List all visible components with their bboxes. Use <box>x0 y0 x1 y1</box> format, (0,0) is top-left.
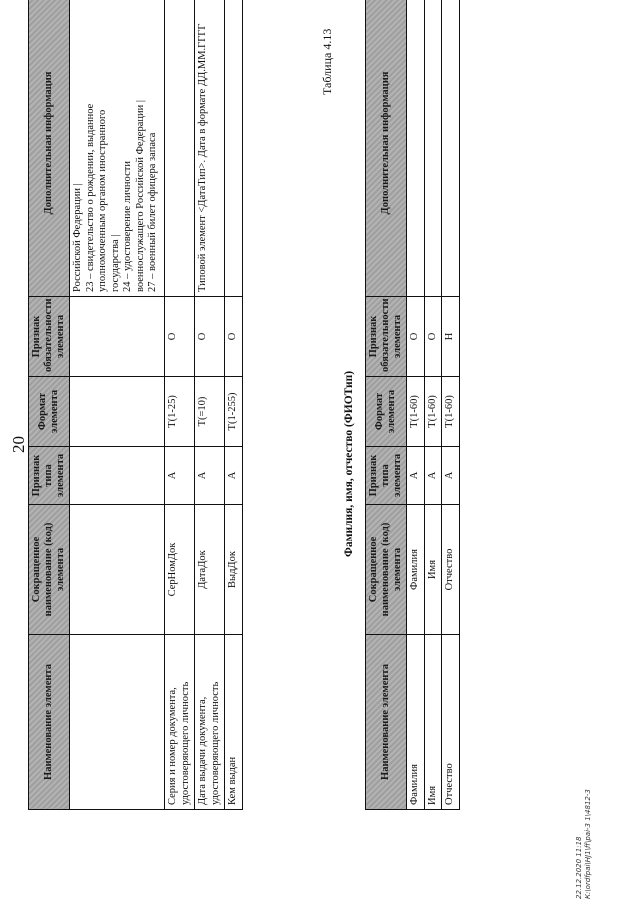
cell-code: СерНомДок <box>165 505 195 635</box>
cell-code: ДатаДок <box>195 505 225 635</box>
table-row <box>195 0 225 810</box>
table-row <box>407 0 425 810</box>
header-format: Формат элемента <box>366 377 407 447</box>
cell-code: Отчество <box>442 505 460 635</box>
cell-required: О <box>225 297 243 377</box>
footer-stamp <box>575 789 593 899</box>
header-name: Наименование элемента <box>29 635 70 810</box>
info-line: 23 – свидетельство о рождении, выданное <box>84 103 96 292</box>
cell-info <box>165 0 195 297</box>
cell-type: А <box>407 447 425 505</box>
header-code: Сокращенное наименование (код) элемента <box>29 505 70 635</box>
cell-format: Т(1-255) <box>225 377 243 447</box>
header-format: Формат элемента <box>29 377 70 447</box>
cell-format: Т(1-60) <box>424 377 442 447</box>
cell-info: Типовой элемент <ДатаТип>. Дата в формате ДД.ММ.ГГГГ <box>195 0 225 297</box>
info-line: 27 – военный билет офицера запаса <box>147 132 158 292</box>
table-row-continuation <box>70 0 165 810</box>
cell-continuation-info <box>70 0 165 297</box>
cell-required: О <box>407 297 425 377</box>
header-required: Признак обязательности элемента <box>29 297 70 377</box>
table-fio <box>365 0 460 810</box>
header-type: Признак типа элемента <box>29 447 70 505</box>
cell-type: А <box>165 447 195 505</box>
header-info: Дополнительная информация <box>366 0 407 297</box>
cell-type: А <box>442 447 460 505</box>
cell-name: Кем выдан <box>225 635 243 810</box>
cell-format: Т(1-25) <box>165 377 195 447</box>
cell-info <box>407 0 425 297</box>
footer-line: 22.12.2020 11:18 <box>575 836 583 899</box>
cell-name: Отчество <box>442 635 460 810</box>
page-number: 20 <box>9 436 28 453</box>
cell-type: А <box>424 447 442 505</box>
table-header-row <box>366 0 407 810</box>
cell-empty <box>70 377 165 447</box>
cell-format: Т(1-60) <box>407 377 425 447</box>
cell-name: Имя <box>424 635 442 810</box>
info-line: военнослужащего Российской Федерации | <box>134 100 146 292</box>
table-title: Фамилия, имя, отчество (ФИОТип) <box>343 370 355 557</box>
cell-code: ВыдДок <box>225 505 243 635</box>
cell-type: А <box>225 447 243 505</box>
cell-info <box>442 0 460 297</box>
cell-info <box>424 0 442 297</box>
cell-required: О <box>424 297 442 377</box>
header-info: Дополнительная информация <box>29 0 70 297</box>
cell-info <box>225 0 243 297</box>
cell-empty <box>70 505 165 635</box>
table-row <box>424 0 442 810</box>
cell-name: Дата выдачи документа, удостоверяющего личность <box>195 635 225 810</box>
cell-required: О <box>195 297 225 377</box>
table-row <box>225 0 243 810</box>
header-required: Признак обязательности элемента <box>366 297 407 377</box>
cell-name: Фамилия <box>407 635 425 810</box>
header-code: Сокращенное наименование (код) элемента <box>366 505 407 635</box>
cell-name: Серия и номер документа, удостоверяющего личность <box>165 635 195 810</box>
cell-required: Н <box>442 297 460 377</box>
table-header-row <box>29 0 70 810</box>
info-line: Российской Федерации | <box>72 183 83 292</box>
cell-code: Фамилия <box>407 505 425 635</box>
table-document-details <box>28 0 243 810</box>
cell-required: О <box>165 297 195 377</box>
cell-type: А <box>195 447 225 505</box>
cell-empty <box>70 635 165 810</box>
header-name: Наименование элемента <box>366 635 407 810</box>
table-row <box>165 0 195 810</box>
info-line: государства | <box>109 234 121 292</box>
cell-format: Т(=10) <box>195 377 225 447</box>
cell-empty <box>70 447 165 505</box>
cell-code: Имя <box>424 505 442 635</box>
footer-line: К:\ordfpai\HJ1\ff\pai-3 1\4812-3 <box>584 789 592 899</box>
info-line: 24 – удостоверение личности <box>122 161 133 292</box>
header-type: Признак типа элемента <box>366 447 407 505</box>
table-number: Таблица 4.13 <box>320 28 334 95</box>
cell-format: Т(1-60) <box>442 377 460 447</box>
table-row <box>442 0 460 810</box>
info-line: уполномоченным органом иностранного <box>97 109 108 292</box>
cell-empty <box>70 297 165 377</box>
